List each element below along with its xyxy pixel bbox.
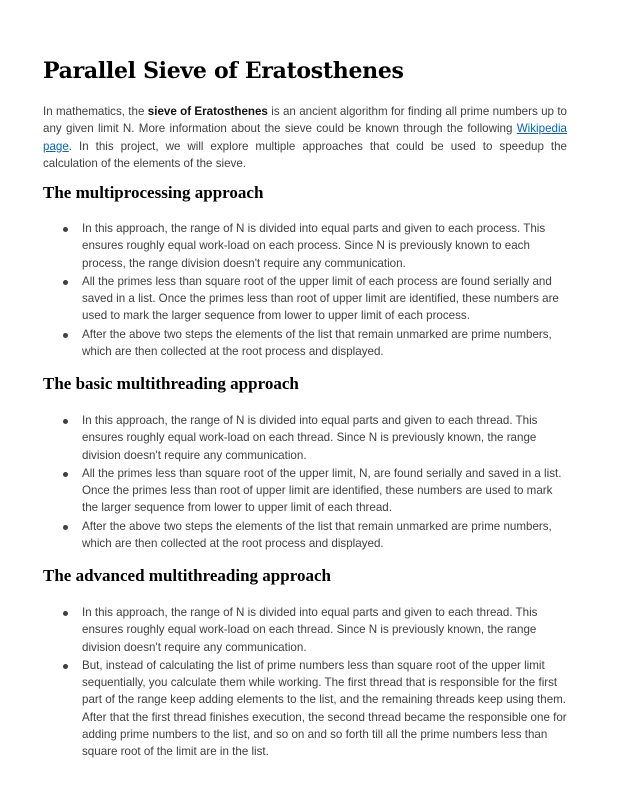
list-item xyxy=(82,220,568,272)
bullet-list-advanced-multithreading xyxy=(82,604,568,762)
list-item-text: In this approach, the range of N is divided into equal parts and given to each process. This ensures roughly equal work-load on each process. Since N is previously known to each process, the range division doesn't require any communication. xyxy=(82,222,546,270)
bullet-icon xyxy=(63,664,68,669)
list-item-text: After the above two steps the elements of the list that remain unmarked are prime numbers, which are then collected at the root process and displayed. xyxy=(82,519,552,551)
wikipedia-link[interactable]: Wikipedia page xyxy=(43,122,567,153)
bullet-icon xyxy=(63,611,68,616)
list-item xyxy=(82,604,568,656)
bullet-icon xyxy=(63,472,68,477)
list-item xyxy=(82,518,568,553)
list-item xyxy=(82,412,568,464)
list-item-text: After the above two steps the elements of the list that remain unmarked are prime numbers, which are then collected at the root process and displayed. xyxy=(82,327,552,359)
bullet-list-basic-multithreading xyxy=(82,412,568,553)
intro-paragraph xyxy=(43,103,567,172)
bullet-icon xyxy=(63,525,68,530)
section-heading-multiprocessing: The multiprocessing approach xyxy=(43,183,264,202)
section-heading-basic-multithreading: The basic multithreading approach xyxy=(43,374,299,393)
list-item-text: In this approach, the range of N is divided into equal parts and given to each thread. This ensures roughly equal work-load on each thread. Since N is previously known, the range division doesn't require any communication. xyxy=(82,414,538,462)
intro-text-middle: is an ancient algorithm for finding all prime numbers up to any given limit N. More information about the sieve could be known through the following xyxy=(43,105,568,136)
list-item xyxy=(82,273,568,325)
bullet-icon xyxy=(63,419,68,424)
list-item-text: All the primes less than square root of the upper limit, N, are found serially and saved in a list. Once the primes less than root of upper limit are identified, these numbers are used to mark the larger sequence from lower to upper limit of each thread. xyxy=(82,466,562,515)
intro-text-end: . In this project, we will explore multiple approaches that could be used to speedup the calculation of the elements of the sieve. xyxy=(43,139,567,170)
list-item xyxy=(82,465,568,517)
bullet-list-multiprocessing xyxy=(82,220,568,361)
list-item-text: But, instead of calculating the list of prime numbers less than square root of the upper limit sequentially, you calculate them while working. The first thread that is responsible for the first part of the range keep adding elements to the list, and the remaining threads keep using them. After that the first thread finishes execution, the second thread became the responsible one for adding prime numbers to the list, and so on and so forth till all the prime numbers less than square root of the limit are in the list. xyxy=(82,658,567,759)
list-item-text: All the primes less than square root of the upper limit of each process are found serially and saved in a list. Once the primes less than root of upper limit are identified, these numbers are used to mark the larger sequence from lower to upper limit of each process. xyxy=(82,274,559,323)
list-item xyxy=(82,657,568,761)
list-item-text: In this approach, the range of N is divided into equal parts and given to each thread. This ensures roughly equal work-load on each thread. Since N is previously known, the range division doesn't require any communication. xyxy=(82,606,538,654)
intro-text-start: In mathematics, the xyxy=(43,105,148,118)
bullet-icon xyxy=(63,227,68,232)
list-item xyxy=(82,326,568,361)
section-heading-advanced-multithreading: The advanced multithreading approach xyxy=(43,566,331,585)
intro-bold-term: sieve of Eratosthenes xyxy=(147,105,268,118)
bullet-icon xyxy=(63,333,68,338)
bullet-icon xyxy=(63,280,68,285)
page-title: Parallel Sieve of Eratosthenes xyxy=(43,58,404,84)
